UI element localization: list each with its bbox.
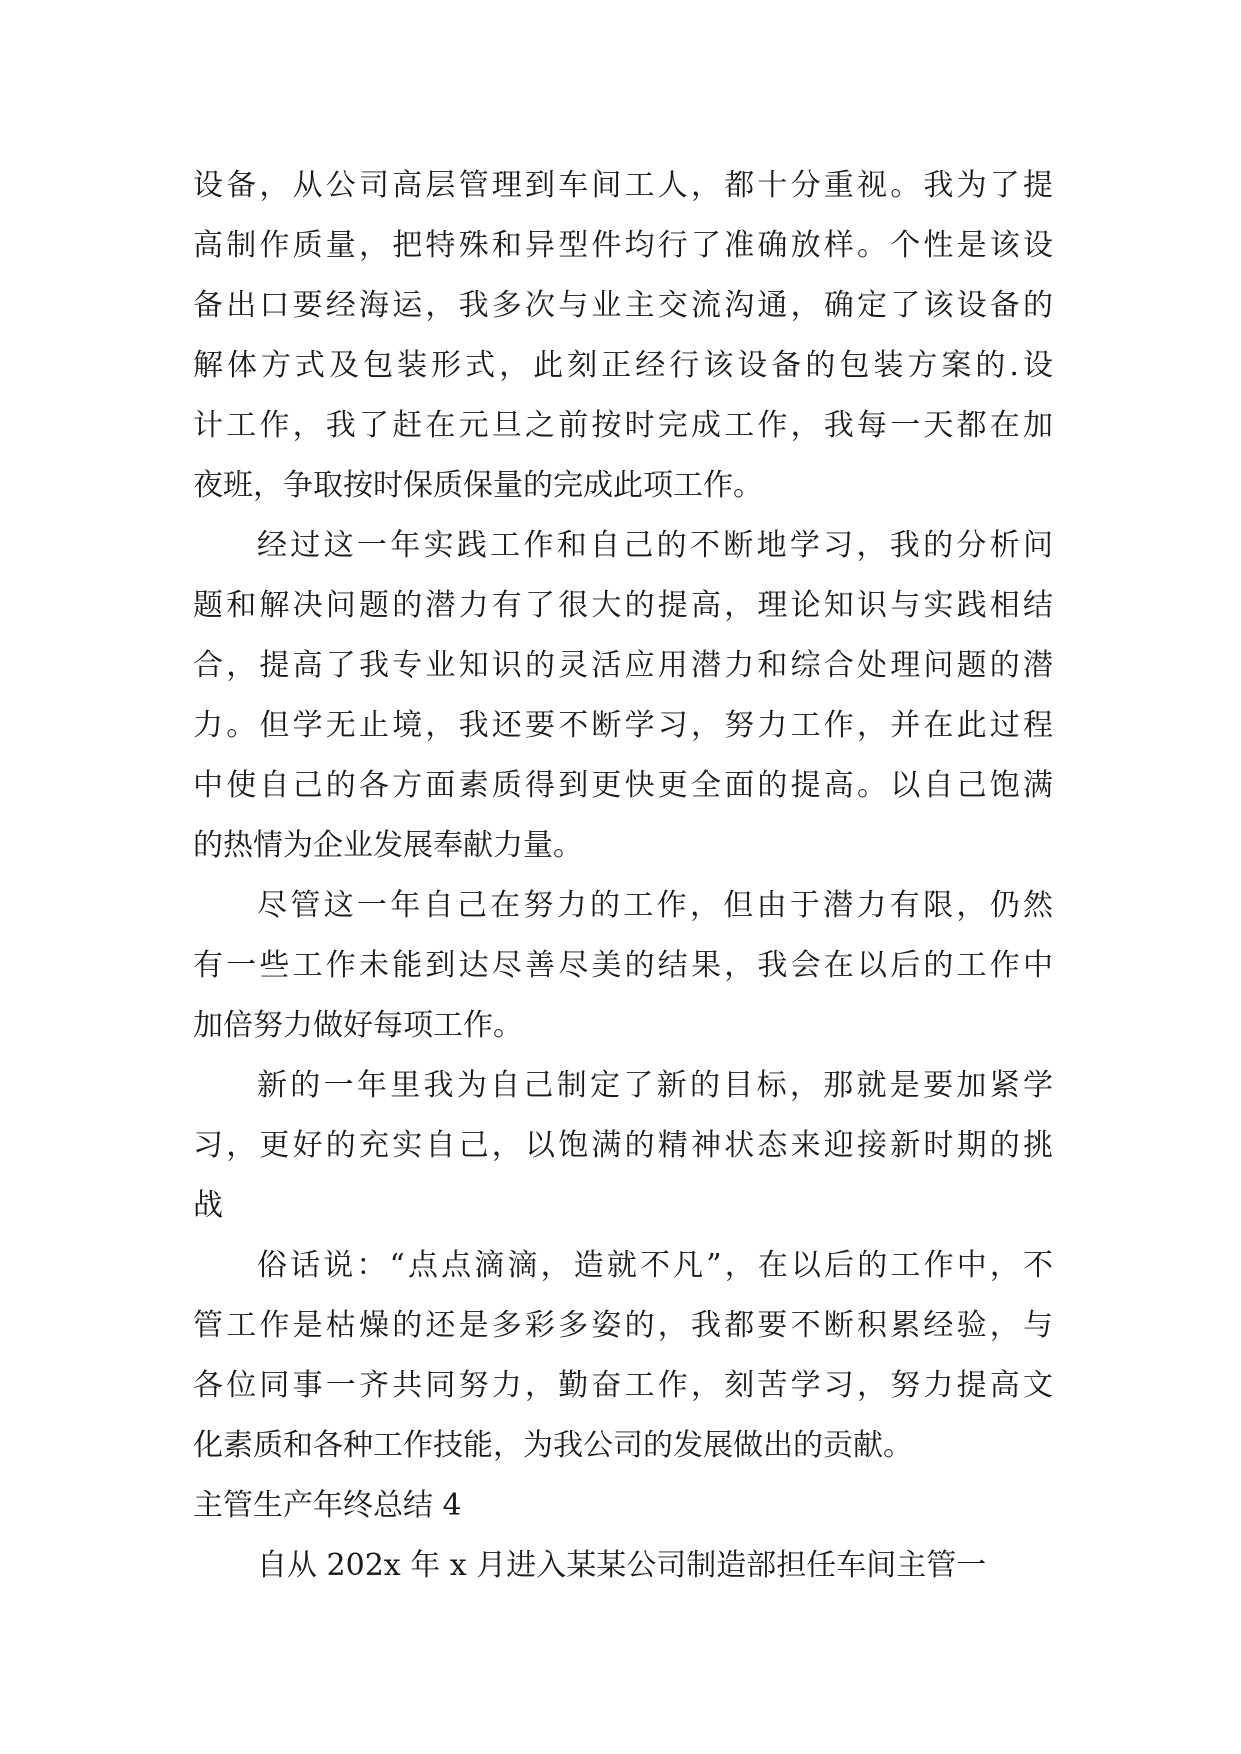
- text-line: 化素质和各种工作技能，为我公司的发展做出的贡献。: [193, 1428, 913, 1463]
- text-line: 管工作是枯燥的还是多彩多姿的，我都要不断积累经验，与: [193, 1308, 1053, 1343]
- text-line: 各位同事一齐共同努力，勤奋工作，刻苦学习，努力提高文: [193, 1368, 1053, 1403]
- text-line: 题和解决问题的潜力有了很大的提高，理论知识与实践相结: [193, 588, 1053, 623]
- section-heading: 主管生产年终总结 4: [193, 1488, 462, 1523]
- text-line: 合，提高了我专业知识的灵活应用潜力和综合处理问题的潜: [193, 648, 1053, 683]
- text-line: 习，更好的充实自己，以饱满的精神状态来迎接新时期的挑: [193, 1128, 1053, 1163]
- paragraph-first-line: 自从 202x 年 x 月进入某某公司制造部担任车间主管一: [257, 1548, 987, 1583]
- paragraph-first-line: 俗话说：“点点滴滴，造就不凡”，在以后的工作中，不: [257, 1248, 1053, 1283]
- text-line: 的热情为企业发展奉献力量。: [193, 828, 583, 863]
- text-line: 中使自己的各方面素质得到更快更全面的提高。以自己饱满: [193, 768, 1053, 803]
- text-line: 备出口要经海运，我多次与业主交流沟通，确定了该设备的: [193, 288, 1053, 323]
- paragraph-first-line: 新的一年里我为自己制定了新的目标，那就是要加紧学: [257, 1068, 1053, 1103]
- paragraph-first-line: 尽管这一年自己在努力的工作，但由于潜力有限，仍然: [257, 888, 1053, 923]
- text-line: 计工作，我了赶在元旦之前按时完成工作，我每一天都在加: [193, 408, 1053, 443]
- text-line: 夜班，争取按时保质保量的完成此项工作。: [193, 468, 763, 503]
- text-line: 加倍努力做好每项工作。: [193, 1008, 523, 1043]
- text-line: 力。但学无止境，我还要不断学习，努力工作，并在此过程: [193, 708, 1053, 743]
- text-line: 解体方式及包装形式，此刻正经行该设备的包装方案的.设: [193, 348, 1053, 383]
- text-line: 有一些工作未能到达尽善尽美的结果，我会在以后的工作中: [193, 948, 1053, 983]
- text-line: 高制作质量，把特殊和异型件均行了准确放样。个性是该设: [193, 228, 1053, 263]
- paragraph-first-line: 经过这一年实践工作和自己的不断地学习，我的分析问: [257, 528, 1053, 563]
- text-line: 设备，从公司高层管理到车间工人，都十分重视。我为了提: [193, 168, 1053, 203]
- text-line: 战: [193, 1188, 223, 1223]
